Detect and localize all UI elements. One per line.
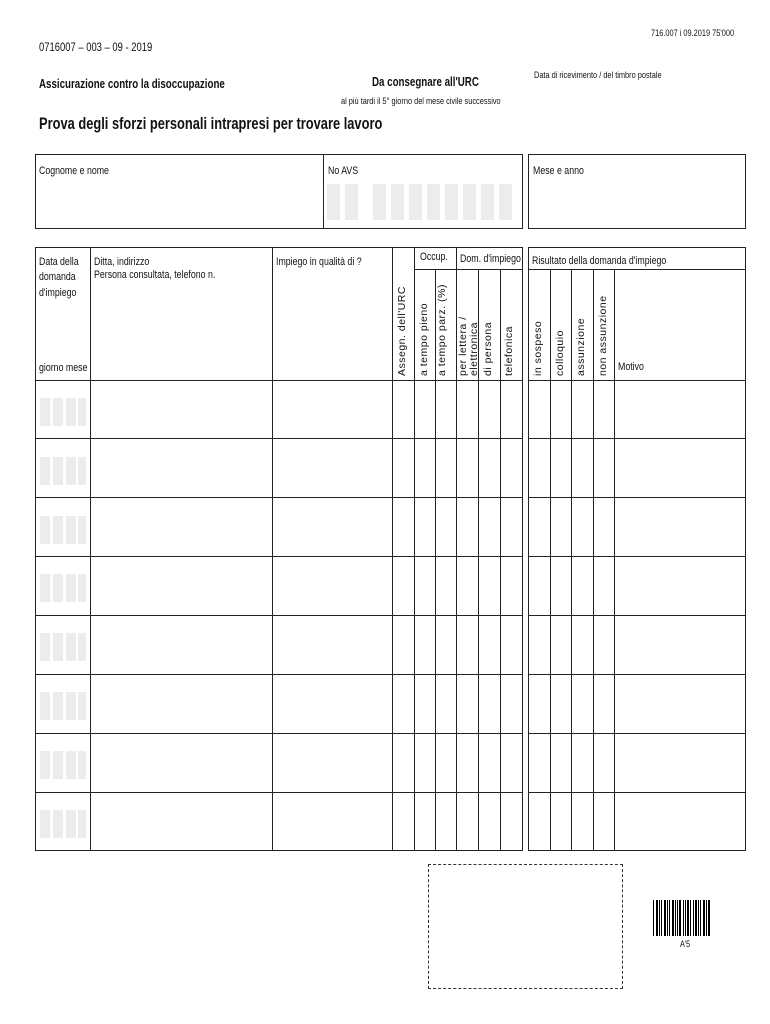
postal-stamp-box [428,864,623,989]
name-label: Cognome e nome [39,165,109,177]
col-full-time-label: a tempo pieno [418,302,430,376]
deadline-note: al più tardi il 5° giorno del mese civile successivo [341,96,501,106]
col-date-label-2: domanda [39,271,76,283]
receipt-stamp-label: Data di ricevimento / del timbro postale [534,70,662,80]
col-not-hired-label: non assunzione [597,295,609,376]
form-code-right: 716.007 i 09.2019 75'000 [651,28,735,38]
col-reason-label: Motivo [618,361,644,373]
col-date-label-1: Data della [39,256,79,268]
group-result-label: Risultato della domanda d'impiego [532,255,667,267]
col-interview-label: colloquio [554,330,566,376]
month-year-label: Mese e anno [533,165,584,177]
col-position-label: Impiego in qualità di ? [276,256,362,268]
group-occupation-label: Occup. [420,251,448,263]
col-company-label-2: Persona consultata, telefono n. [94,269,216,281]
col-company-label-1: Ditta, indirizzo [94,256,150,268]
col-letter-label: per lettera / elettronica [457,316,480,376]
col-assigned-label: Assegn. dell'URC [396,286,408,376]
applications-table [35,247,523,851]
group-application-label: Dom. d'impiego [460,253,521,265]
col-person-label: di persona [482,321,494,376]
col-phone-label: telefonica [503,326,515,376]
form-number: 0716007 – 003 – 09 - 2019 [39,42,153,54]
barcode-icon [653,900,719,936]
barcode-caption: A'5 [680,939,691,949]
col-pending-label: in sospeso [532,320,544,376]
col-part-time-label: a tempo parz. (%) [436,284,448,376]
institution-name: Assicurazione contro la disoccupazione [39,77,225,91]
col-date-sub: giorno mese [39,362,88,374]
month-year-field[interactable] [530,182,744,227]
avs-label: No AVS [328,165,359,177]
page-title: Prova degli sforzi personali intrapresi per trovare lavoro [39,115,383,133]
deliver-to: Da consegnare all'URC [372,75,479,89]
name-field[interactable] [35,180,323,228]
col-date-label-3: d'impiego [39,287,77,299]
avs-number-field[interactable] [325,184,521,220]
col-hired-label: assunzione [575,317,587,376]
